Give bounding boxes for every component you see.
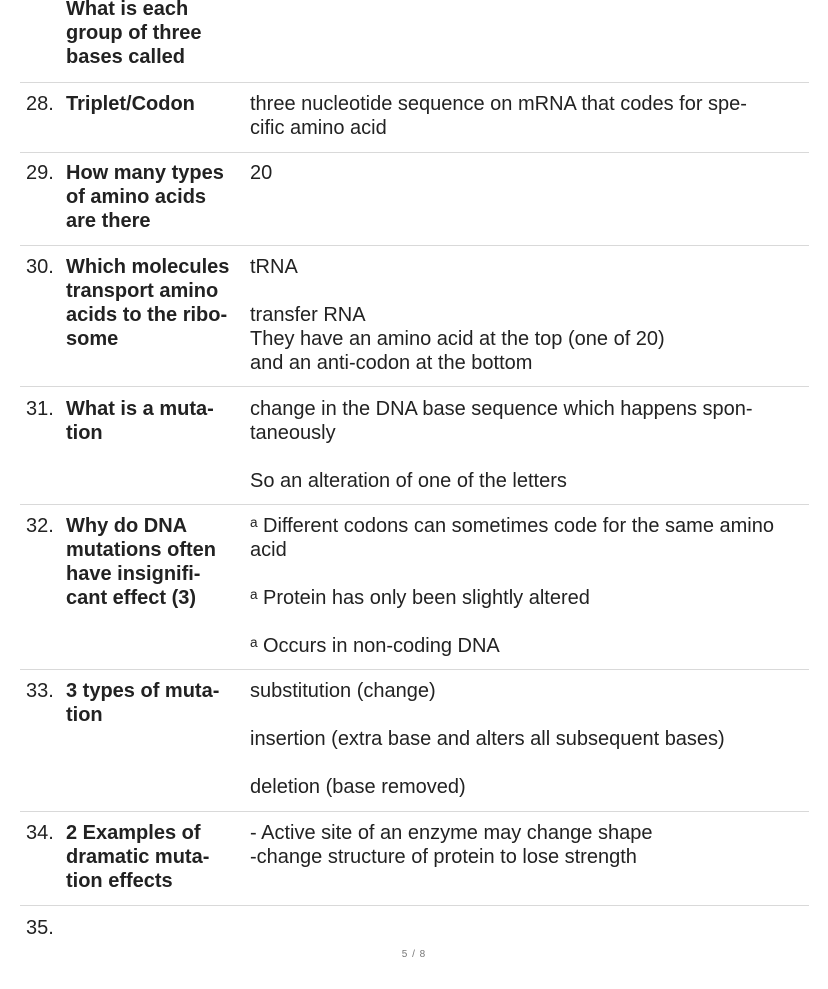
definition-line: change in the DNA base sequence which happens spon- xyxy=(250,398,753,420)
card-29 xyxy=(20,153,809,246)
definition-line: cific amino acid xyxy=(250,117,387,139)
definition-line: - Active site of an enzyme may change shape xyxy=(250,822,653,844)
card-number: 30. xyxy=(26,256,54,278)
card-27 xyxy=(20,0,809,83)
page-indicator: 5 / 8 xyxy=(401,949,427,960)
definition-line: taneously xyxy=(250,422,336,444)
card-number: 32. xyxy=(26,515,54,537)
definition-spacer xyxy=(250,445,806,469)
card-35 xyxy=(20,906,809,946)
card-number: 35. xyxy=(26,917,54,939)
definition-spacer xyxy=(250,703,806,727)
card-definition xyxy=(250,821,806,869)
definition-line: insertion (extra base and alters all subsequent bases) xyxy=(250,728,725,750)
card-number: 29. xyxy=(26,162,54,184)
card-34 xyxy=(20,812,809,906)
definition-spacer xyxy=(250,751,806,775)
card-term: What is each group of three bases called xyxy=(66,0,202,68)
definition-line: acid xyxy=(250,539,287,561)
card-33 xyxy=(20,670,809,812)
card-term: Triplet/Codon xyxy=(66,93,195,115)
definition-spacer xyxy=(250,610,806,634)
definition-spacer xyxy=(250,279,806,303)
definition-line: transfer RNA xyxy=(250,304,366,326)
definition-line: So an alteration of one of the letters xyxy=(250,470,567,492)
definition-line: They have an amino acid at the top (one of 20) xyxy=(250,328,665,350)
card-definition xyxy=(250,679,806,799)
flashcard-sheet xyxy=(20,0,809,946)
card-term: Why do DNA mutations often have insignifi- cant effect (3) xyxy=(66,515,216,609)
card-number: 34. xyxy=(26,822,54,844)
definition-line: and an anti-codon at the bottom xyxy=(250,352,533,374)
definition-line: ᵃ Occurs in non-coding DNA xyxy=(250,635,500,657)
card-number: 28. xyxy=(26,93,54,115)
card-28 xyxy=(20,83,809,153)
card-number: 33. xyxy=(26,680,54,702)
card-number: 31. xyxy=(26,398,54,420)
card-term: 3 types of muta- tion xyxy=(66,680,220,726)
card-definition xyxy=(250,255,806,375)
card-term: How many types of amino acids are there xyxy=(66,162,224,232)
definition-line: deletion (base removed) xyxy=(250,776,466,798)
card-term: What is a muta- tion xyxy=(66,398,214,444)
definition-line: tRNA xyxy=(250,256,298,278)
definition-spacer xyxy=(250,562,806,586)
definition-line: ᵃ Protein has only been slightly altered xyxy=(250,587,590,609)
definition-line: three nucleotide sequence on mRNA that codes for spe- xyxy=(250,93,747,115)
card-32 xyxy=(20,505,809,670)
definition-line: ᵃ Different codons can sometimes code for the same amino xyxy=(250,515,774,537)
definition-line: substitution (change) xyxy=(250,680,436,702)
card-definition xyxy=(250,514,806,658)
card-term: 2 Examples of dramatic muta- tion effects xyxy=(66,822,210,892)
definition-line: -change structure of protein to lose strength xyxy=(250,846,637,868)
card-term: Which molecules transport amino acids to the ribo- some xyxy=(66,256,230,350)
card-30 xyxy=(20,246,809,387)
card-definition xyxy=(250,161,806,185)
card-definition xyxy=(250,92,806,140)
card-31 xyxy=(20,387,809,505)
card-definition xyxy=(250,397,806,493)
definition-line: 20 xyxy=(250,162,273,184)
